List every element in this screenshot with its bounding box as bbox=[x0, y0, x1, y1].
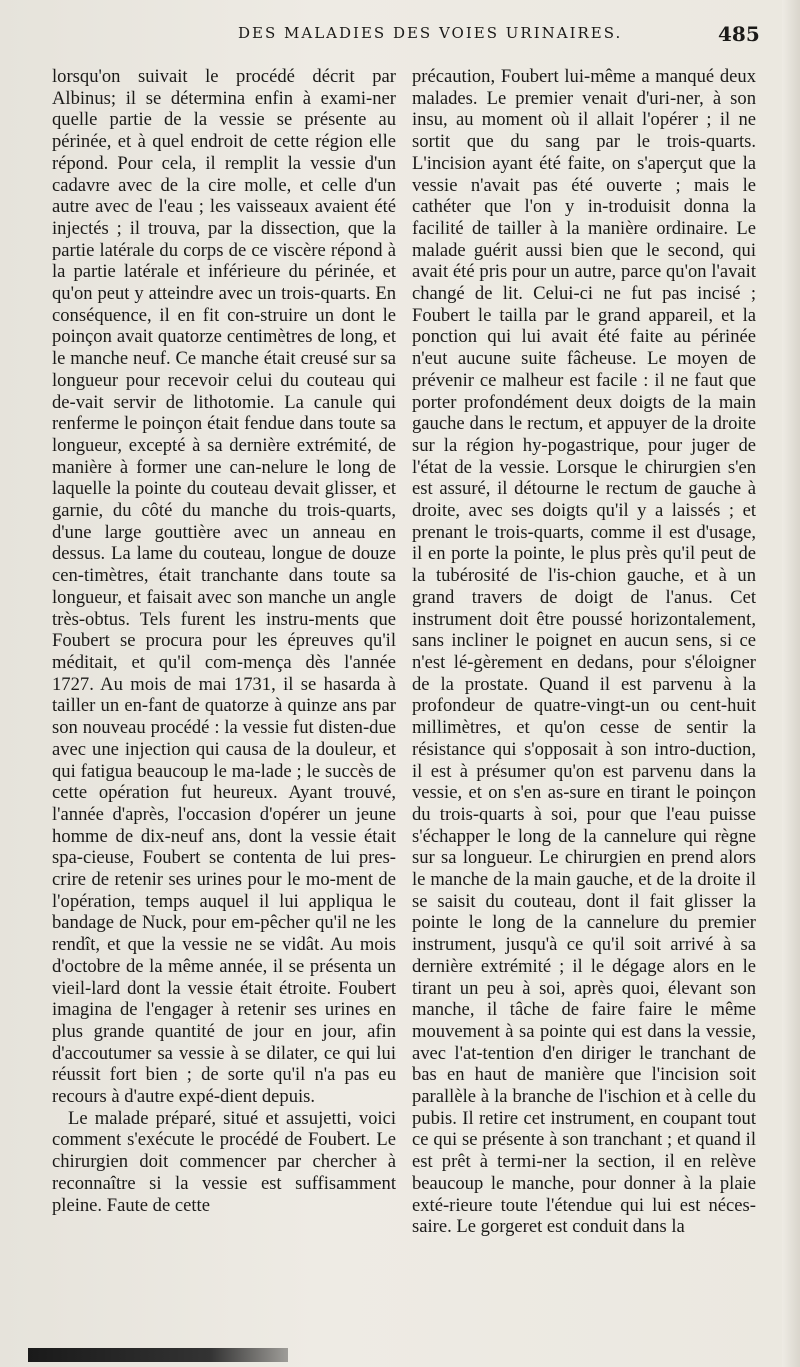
paragraph: Le malade préparé, situé et assujetti, voici comment s'exécute le procédé de Foubert. Le chirurgien doit commencer par chercher à reconnaître si la vessie est suffisamment pleine. Faute de cette bbox=[52, 1107, 396, 1216]
scan-edge-shadow bbox=[28, 1348, 288, 1362]
running-head: DES MALADIES DES VOIES URINAIRES. bbox=[238, 24, 623, 42]
page-number: 485 bbox=[718, 22, 760, 46]
paragraph: lorsqu'on suivait le procédé décrit par Albinus; il se détermina enfin à exami-ner quelle partie de la vessie se présente au périnée, et à quel endroit de cette région elle répond. Pour cela, il remplit la vessie d'un cadavre avec de la cire molle, et celle d'un autre avec de l'eau ; les vaisseaux avaient été injectés ; il trouva, par la dissection, que la partie latérale du corps de ce viscère répond à la partie latérale et inférieure du périnée, et qu'on peut y atteindre avec un trois-quarts. En conséquence, il en fit con-struire un dont le poinçon avait quatorze centimètres de long, et le manche neuf. Ce manche était creusé sur sa longueur pour recevoir celui du couteau qui de-vait servir de lithotomie. La canule qui renferme le poinçon était fendue dans toute sa longueur, excepté à sa dernière extrémité, de manière à former une can-nelure le long de laquelle la pointe du couteau devait glisser, et garnie, du côté du manche du trois-quarts, d'une large gouttière avec un anneau en dessus. La lame du couteau, longue de douze cen-timètres, était tranchante dans toute sa longueur, et faisait avec son manche un angle très-obtus. Tels furent les instru-ments que Foubert se procura pour les épreuves qu'il méditait, et qu'il com-mença dès l'année 1727. Au mois de mai 1731, il se hasarda à tailler un en-fant de quatorze à quinze ans par son nouveau procédé : la vessie fut disten-due avec une injection qui causa de la douleur, et qui fatigua beaucoup le ma-lade ; le succès de cette opération fut heureux. Ayant trouvé, l'année d'après, l'occasion d'opérer un jeune homme de dix-neuf ans, dont la vessie était spa-cieuse, Foubert se contenta de lui pres-crire de retenir ses urines pour le mo-ment de l'opération, temps auquel il lui appliqua le bandage de Nuck, pour em-pêcher qu'il ne les rendît, et que la vessie ne se vidât. Au mois d'octobre de la même année, il se présenta un vieil-lard dont la vessie était étroite. Foubert imagina de l'engager à retenir ses urines en plus grande quantité de jour en jour, afin d'accoutumer sa vessie à se dilater, ce qui lui réussit fort bien ; de sorte qu'il n'a pas eu recours à d'autre expé-dient depuis. bbox=[52, 66, 396, 1108]
paragraph: précaution, Foubert lui-même a manqué deux malades. Le premier venait d'uri-ner, à son insu, au moment où il allait l'opérer ; il ne sortit que du sang par le trois-quarts. L'incision ayant été faite, on s'aperçut que la vessie n'avait pas été ouverte ; mais le cathéter que l'on y in-troduisit donna la facilité de tailler à la manière ordinaire. Le malade guérit aussi bien que le second, qui avait été pris pour un autre, parce qu'on l'avait changé de lit. Celui-ci ne fut pas incisé ; Foubert le tailla par le grand appareil, et la ponction qui lui avait été faite au périnée n'eut aucune suite fâcheuse. Le moyen de prévenir ce malheur est facile : il ne faut que porter profondément deux doigts de la main gauche dans le rectum, et appuyer de la droite sur la région hy-pogastrique, pour juger de l'état de la vessie. Lorsque le chirurgien s'en est assuré, il détourne le rectum de gauche à droite, avec ses doigts qu'il y a laissés ; et prenant le trois-quarts, comme il est d'usage, il en porte la pointe, le plus près qu'il peut de la tubérosité de l'is-chion gauche, et à un grand travers de doigt de l'anus. Cet instrument doit être poussé horizontalement, sans incliner le poignet en aucun sens, si ce n'est lé-gèrement en dedans, pour s'éloigner de la prostate. Quand il est parvenu à la profondeur de quatre-vingt-un ou cent-huit millimètres, et qu'on cesse de sentir la résistance qui s'opposait à son intro-duction, il est à présumer qu'on est parvenu dans la vessie, et on s'en as-sure en tirant le poinçon du trois-quarts à soi, pour que l'eau puisse s'échapper le long de la cannelure qui règne sur sa longueur. Le chirurgien en prend alors le manche de la main gauche, et de la droite il se saisit du couteau, dont il fait glisser la pointe le long de la cannelure du premier instrument, jusqu'à ce qu'il soit arrivé à sa dernière extrémité ; il le dégage alors en le tirant un peu à soi, après quoi, élevant son manche, il tâche de faire faire le même mouvement à sa pointe qui est dans la vessie, avec l'at-tention d'en diriger le tranchant de bas en haut de manière que l'incision soit parallèle à la branche de l'ischion et à celle du pubis. Il retire cet instrument, en coupant tout ce qui se présente à son tranchant ; et quand il est prêt à termi-ner la section, il en relève beaucoup le manche, pour donner à la plaie exté-rieure toute l'étendue qui lui est néces-saire. Le gorgeret est conduit dans la bbox=[412, 66, 756, 1238]
left-column bbox=[52, 66, 396, 1216]
right-column bbox=[412, 66, 756, 1238]
page-header bbox=[0, 22, 800, 62]
page-edge bbox=[782, 0, 800, 1367]
